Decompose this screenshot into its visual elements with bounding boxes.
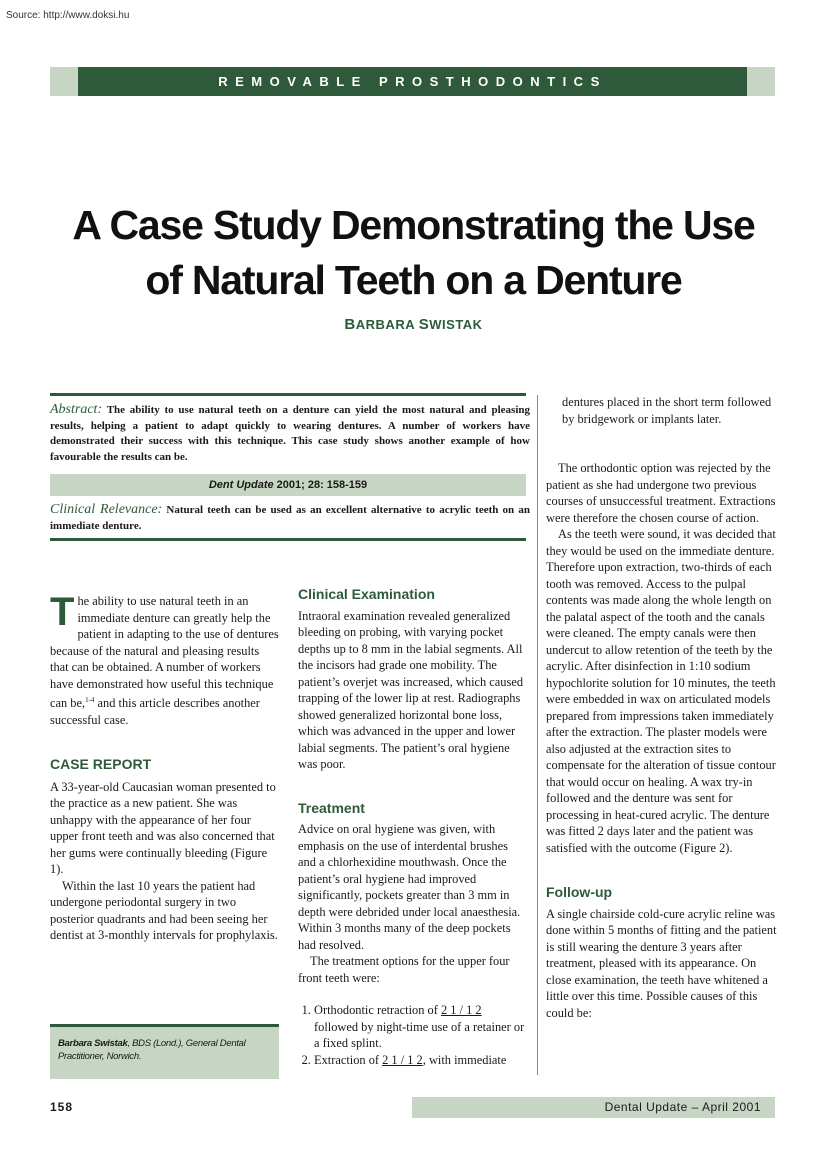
clinical-relevance-label: Clinical Relevance: [50,502,163,517]
clinical-relevance [50,502,530,534]
treatment-options [298,1002,528,1068]
footer-text: Dental Update – April 2001 [604,1100,761,1114]
intro-paragraph: The ability to use natural teeth in an immediate denture can greatly help the patient in adapting to the use of dentures because of the natural and pleasing results that can be obtained. A number of workers have demonstrated how useful this technique can be,$^{1-4}$ and this article describes another successful case. [50,590,279,727]
case-paragraph-1: A 33-year-old Caucasian woman presented to the practice as a new patient. She was unhappy with the appearance of her four upper front teeth and was also concerned that her gums were continually bleeding (Figure 1). [50,779,276,877]
title-line-2: of Natural Teeth on a Denture [145,257,682,303]
follow-up-heading: Follow-up [546,884,613,900]
article-title [30,198,797,308]
title-line-1: A Case Study Demonstrating the Use [72,202,755,248]
col3-paragraph-1: The orthodontic option was rejected by the patient as she had undergone two previous courses of unsuccessful treatment. Extractions were therefore the chosen course of action. [546,461,776,525]
treatment-paragraph-1: Advice on oral hygiene was given, with emphasis on the use of interdental brushes and a chlorhexidine mouthwash. Once the patient’s oral hygiene had improved significantly, pockets greater than 3 mm in depth were debrided under local anaesthesia. Within 3 months many of the deep pockets had resolved. [298,822,521,952]
clinical-exam-heading: Clinical Examination [298,586,435,602]
column-divider [537,395,538,1075]
column-3-continuation [562,394,777,427]
column-3 [546,460,777,1021]
abstract-label: Abstract: [50,402,103,417]
option-1: 1. Orthodontic retraction of 2 1 / 1 2 followed by night-time use of a retainer or a fixed splint. [314,1002,528,1052]
drop-cap: T [50,590,75,634]
treatment-paragraph-2: The treatment options for the upper four front teeth were: [298,954,510,985]
exam-paragraph: Intraoral examination revealed generalized bleeding on probing, with varying pocket depths up to 8 mm in the labial segments. All the incisors had grade one mobility. The patient’s overjet was increased, which caused trapping of the lower lip at rest. Radiographs showed generalized horizontal bone loss, which was advanced in the upper and lower labial segments. The patient’s oral hygiene was poor. [298,608,524,771]
footer-bar [412,1097,775,1118]
section-label: REMOVABLE PROSTHODONTICS [78,67,747,96]
source-url: Source: http://www.doksi.hu [6,10,130,21]
col3-paragraph-2: As the teeth were sound, it was decided that they would be used on the immediate denture. Therefore upon extraction, two-thirds of each tooth was removed. Access to the pulpal contents was made along the whole length on the palatal aspect of the tooth and the canals were cleaned. The empty canals were then undercut to allow retention of the teeth by the acrylic. After disinfection in 1:10 sodium hypochlorite solution for 10 minutes, the teeth were embedded in wax on articulated models prepared from impressions taken immediately after the extraction. The plaster models were also adjusted at the extraction sites to compensate for the alteration of tissue contour that would occur on healing. A wax try-in followed and the denture was sent for processing in heat-cured acrylic. The denture was fitted 2 days later and the patient was satisfied with the outcome (Figure 2). [546,527,776,855]
citation-bar: Dent Update 2001; 28: 158-159 [50,474,526,496]
option-2-continuation: dentures placed in the short term followed by bridgework or implants later. [562,395,772,426]
abstract-top-rule [50,393,526,396]
column-1 [50,590,279,944]
author-info: Barbara Swistak, BDS (Lond.), General Dental Practitioner, Norwich. [58,1038,246,1062]
clinical-relevance-text: Natural teeth can be used as an excellent alternative to acrylic teeth on an immediate denture. [50,504,530,532]
abstract [50,402,530,465]
case-report-heading: CASE REPORT [50,756,152,773]
author-byline: BARBARA SWISTAK [344,316,483,333]
abstract-bottom-rule [50,538,526,541]
abstract-text: The ability to use natural teeth on a denture can yield the most natural and pleasing results, helping a patient to adapt quickly to wearing dentures. A number of workers have demonstrated their success with this technique. This case study shows another example of how favourable the results can be. [50,404,530,463]
treatment-heading: Treatment [298,799,365,816]
option-2: 2. Extraction of 2 1 / 1 2, with immediate [314,1052,528,1069]
case-paragraph-2: Within the last 10 years the patient had undergone periodontal surgery in two posterior quadrants and had been seeing her dentist at 3-monthly intervals for prophylaxis. [50,878,278,943]
follow-up-paragraph: A single chairside cold-cure acrylic reline was done within 5 months of fitting and the patient is still wearing the denture 3 years after treatment, pleased with its appearance. On close examination, the teeth have whitened a little over this time. Possible causes of this could be: [546,906,777,1020]
page-number: 158 [50,1100,74,1114]
column-2 [298,586,528,1068]
